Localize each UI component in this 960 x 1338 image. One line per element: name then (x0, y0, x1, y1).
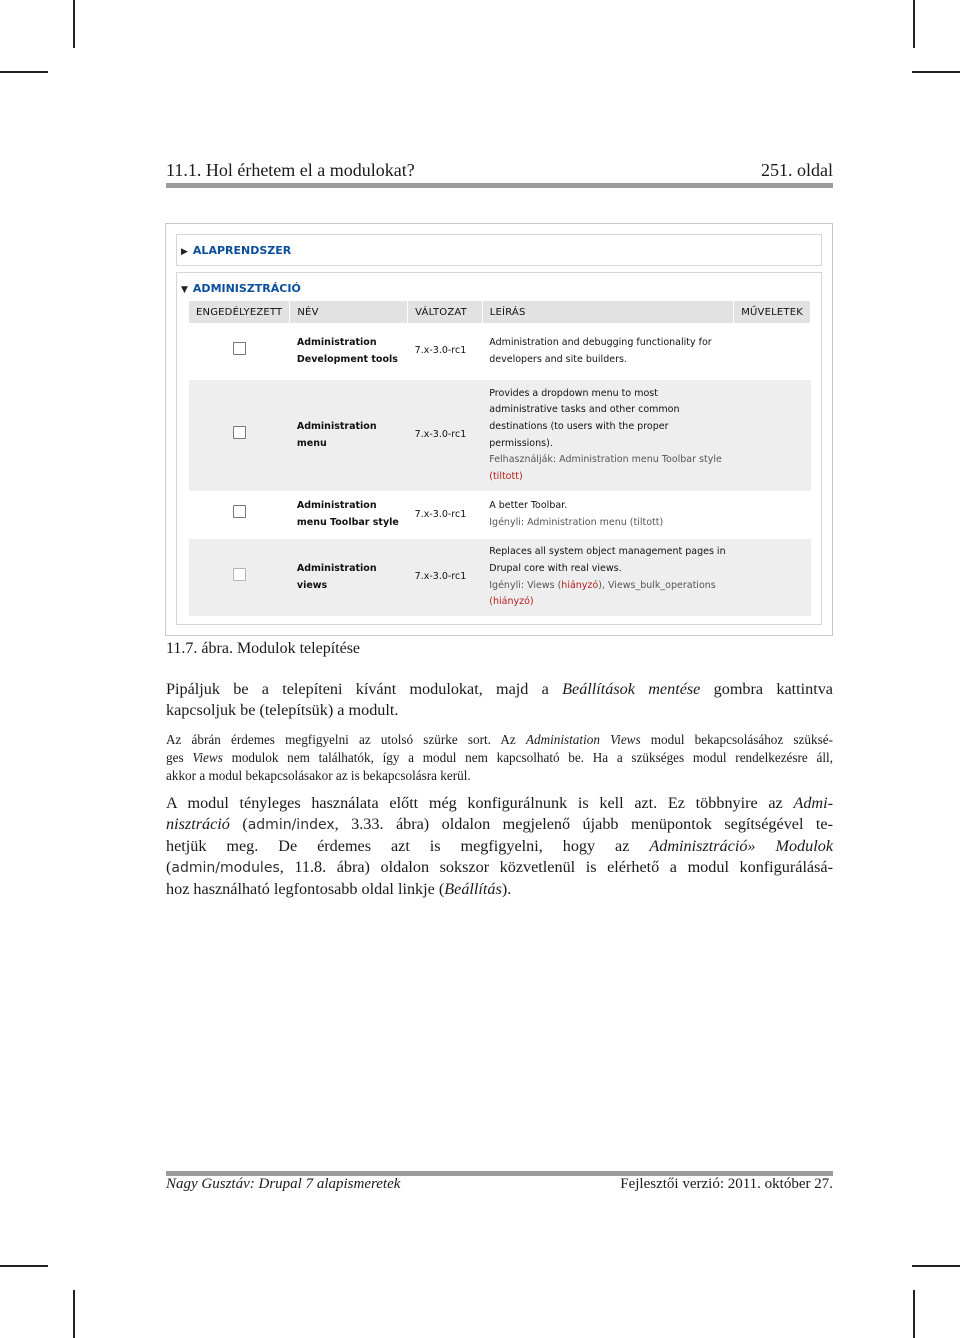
paragraph-line: Pipáljuk be a telepíteni kívánt modulokat, majd a Beállítások mentése gombra kattintva (166, 680, 833, 698)
paragraph-line: A modul tényleges használata előtt még konfigurálnunk is kell azt. Ez többnyire az Admi- (166, 794, 833, 812)
column-header: MŰVELETEK (734, 301, 811, 323)
table-row (189, 491, 811, 539)
requires-note: Igényli: Administration menu (tiltott) (489, 517, 664, 528)
paragraph-line: nisztráció (admin/index, 3.33. ábra) oldalon megjelenő újabb menüpontok segítségével te- (166, 815, 833, 833)
module-name: menu (296, 437, 327, 449)
table-row (189, 380, 811, 491)
figure-caption: 11.7. ábra. Modulok telepítése (166, 640, 361, 657)
used-by-note: Felhasználják: Administration menu Toolbar style (489, 454, 722, 466)
table-row (189, 323, 811, 380)
module-description: A better Toolbar. (489, 500, 568, 512)
fieldset-legend[interactable]: ▶ ALAPRENDSZER (181, 244, 292, 257)
crop-mark (73, 1290, 75, 1338)
module-description: destinations (to users with the proper (489, 420, 669, 432)
module-version: 7.x-3.0-rc1 (408, 491, 483, 539)
triangle-right-icon: ▶ (181, 247, 188, 257)
footer-author-title: Nagy Gusztáv: Drupal 7 alapismeretek (166, 1176, 401, 1192)
module-description: Provides a dropdown menu to most (489, 387, 658, 399)
paragraph-line: akkor a modul bekapcsolásakor az is bekapcsolásra kerül. (166, 768, 471, 783)
module-version: 7.x-3.0-rc1 (408, 323, 483, 380)
fieldset-alaprendszer[interactable] (176, 234, 822, 266)
footer-version: Fejlesztői verzió: 2011. október 27. (620, 1176, 833, 1192)
enable-checkbox-disabled (233, 568, 246, 581)
table-row (189, 539, 811, 616)
paragraph (166, 731, 833, 785)
column-header: ENGEDÉLYEZETT (189, 301, 290, 323)
disabled-status: (tiltott) (489, 470, 523, 482)
paragraph-line: ges Views modulok nem találhatók, így a modul nem kapcsolható be. Ha a szükséges modul rendelkezésre áll, (166, 750, 833, 765)
module-description: developers and site builders. (489, 353, 627, 365)
module-version: 7.x-3.0-rc1 (408, 380, 483, 491)
triangle-down-icon: ▼ (181, 285, 188, 295)
crop-mark (912, 1265, 960, 1267)
paragraph-line: hoz használható legfontosabb oldal linkje (Beállítás). (166, 880, 512, 898)
missing-status: (hiányzó) (489, 596, 534, 608)
fieldset-legend[interactable]: ▼ ADMINISZTRÁCIÓ (181, 282, 301, 295)
crop-mark (913, 1290, 915, 1338)
module-description: administrative tasks and other common (489, 404, 680, 416)
header-page-number: 251. oldal (761, 160, 833, 180)
crop-mark (0, 1265, 48, 1267)
crop-mark (0, 71, 48, 73)
module-name: menu Toolbar style (296, 517, 399, 528)
enable-checkbox[interactable] (233, 342, 246, 355)
module-description: Administration and debugging functionality for (489, 336, 712, 348)
paragraph-line: hetjük meg. De érdemes azt is megfigyelni, hogy az Adminisztráció» Modulok (166, 837, 833, 855)
requires-note: Igényli: Views (hiányzó), Views_bulk_operations (489, 579, 716, 591)
header-section-title: 11.1. Hol érhetem el a modulokat? (166, 160, 415, 180)
column-header: LEÍRÁS (482, 301, 733, 323)
paragraph (166, 679, 833, 721)
module-description: Replaces all system object management pages in (489, 546, 726, 558)
column-header: NÉV (290, 301, 408, 323)
modules-screenshot (165, 223, 833, 636)
module-name: Administration (296, 562, 377, 574)
module-name: Administration (296, 336, 377, 348)
column-header: VÁLTOZAT (408, 301, 483, 323)
paragraph-line: Az ábrán érdemes megfigyelni az utolsó szürke sort. Az Administation Views modul bekapcsolásához szüksé- (166, 732, 833, 747)
paragraph-line: kapcsoljuk be (telepítsük) a modult. (166, 701, 399, 719)
module-name: Administration (296, 500, 377, 512)
enable-checkbox[interactable] (233, 426, 246, 439)
crop-mark (73, 0, 75, 48)
paragraph (166, 793, 833, 900)
paragraph-line: (admin/modules, 11.8. ábra) oldalon sokszor közvetlenül is elérhető a modul konfigurálásá- (166, 858, 833, 876)
fieldset-adminisztracio (176, 272, 822, 625)
enable-checkbox[interactable] (233, 505, 246, 518)
module-description: Drupal core with real views. (489, 562, 622, 574)
module-version: 7.x-3.0-rc1 (408, 539, 483, 616)
header-rule (166, 183, 833, 188)
table-header-row (189, 301, 811, 323)
module-name: Administration (296, 420, 377, 432)
modules-table (189, 301, 811, 616)
module-name: views (296, 579, 328, 591)
module-name: Development tools (296, 353, 398, 365)
module-description: permissions). (489, 437, 553, 449)
running-header (166, 160, 833, 182)
crop-mark (912, 71, 960, 73)
crop-mark (913, 0, 915, 48)
